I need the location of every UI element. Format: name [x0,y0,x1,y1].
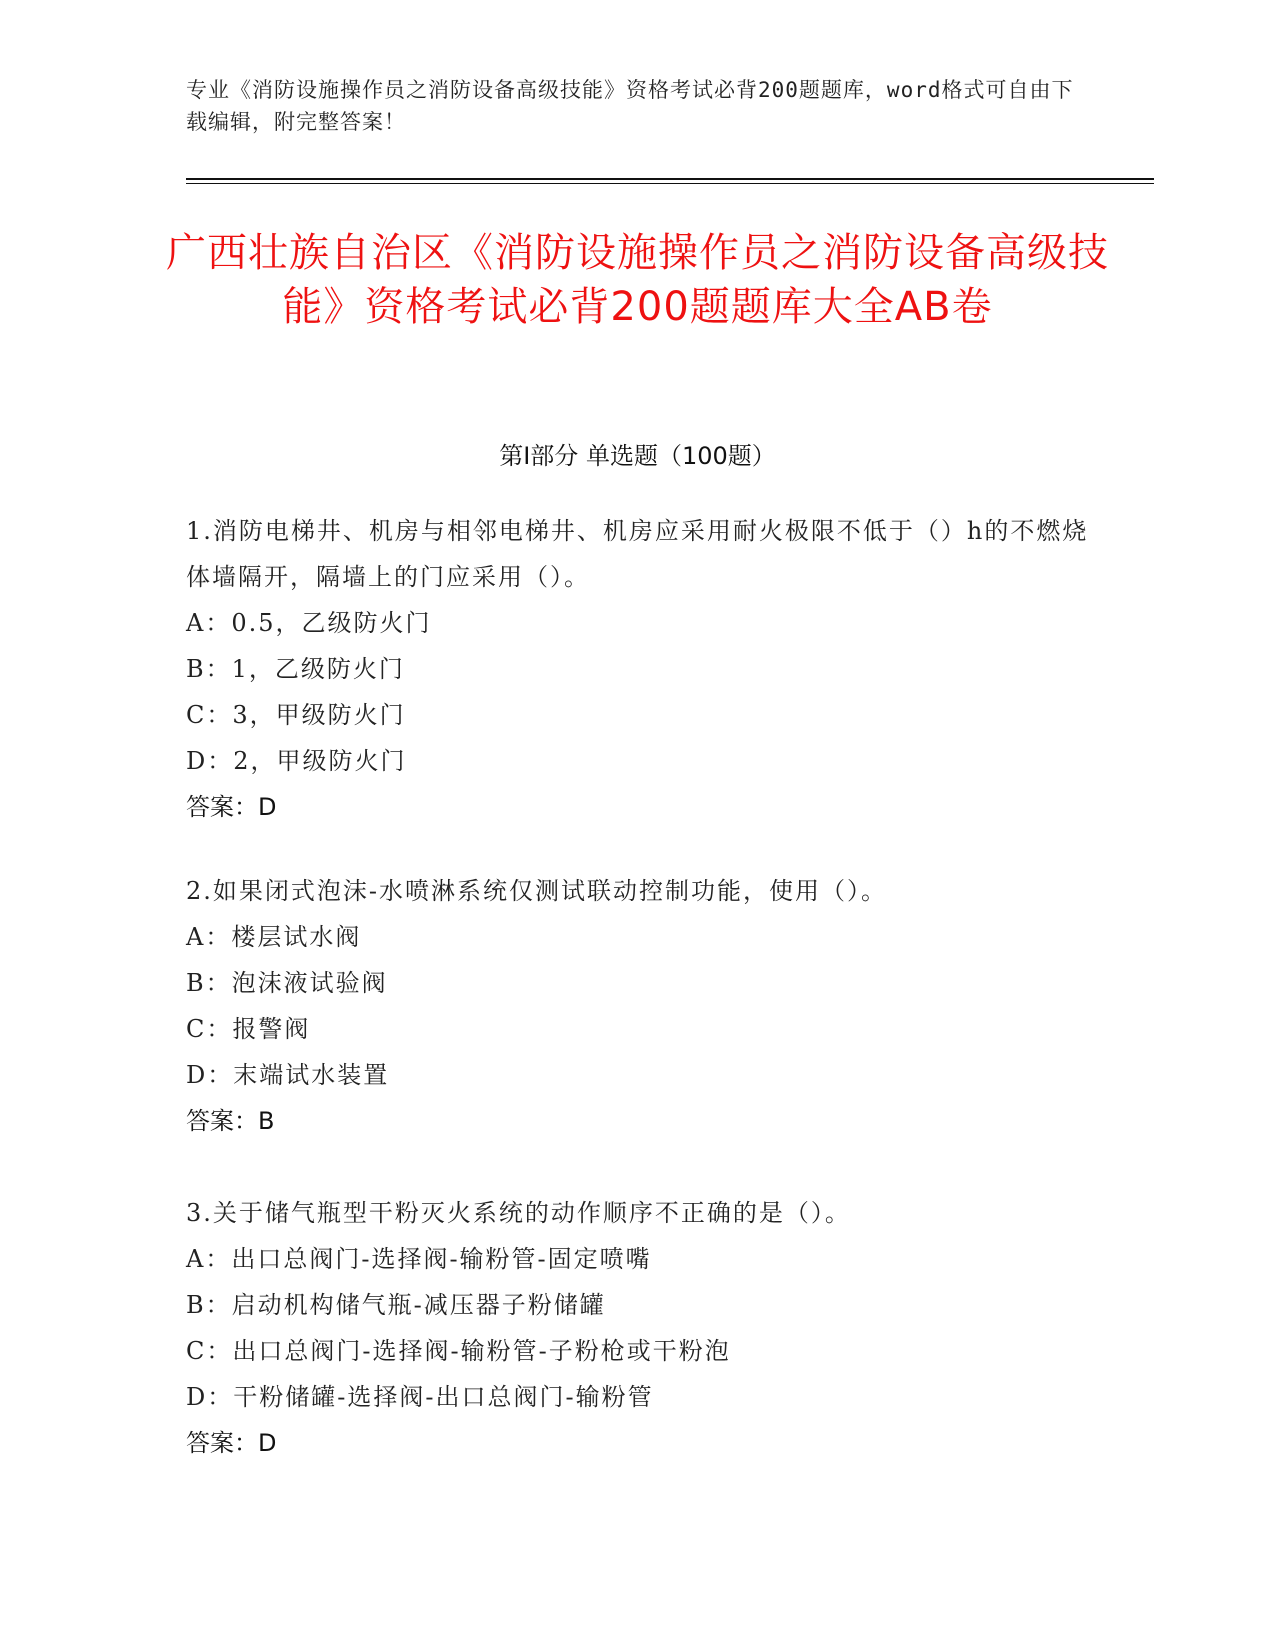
header-divider-thick [186,178,1154,180]
option-b: B：启动机构储气瓶-减压器子粉储罐 [186,1291,606,1319]
question-block [186,1190,1089,1466]
answer-line: 答案：B [186,1107,275,1135]
option-c: C：出口总阀门-选择阀-输粉管-子粉枪或干粉泡 [186,1337,731,1365]
option-b: B：1，乙级防火门 [186,655,405,683]
question-stem: 1.消防电梯井、机房与相邻电梯井、机房应采用耐火极限不低于（）h的不燃烧体墙隔开，隔墙上的门应采用（）。 [186,517,1089,591]
question-stem: 3.关于储气瓶型干粉灭火系统的动作顺序不正确的是（）。 [186,1199,851,1227]
question-block [186,508,1089,830]
answer-line: 答案：D [186,1429,277,1457]
option-d: D：末端试水装置 [186,1061,390,1089]
option-d: D：干粉储罐-选择阀-出口总阀门-输粉管 [186,1383,654,1411]
question-stem: 2.如果闭式泡沫-水喷淋系统仅测试联动控制功能，使用（）。 [186,877,888,905]
document-title: 广西壮族自治区《消防设施操作员之消防设备高级技能》资格考试必背200题题库大全AB卷 [166,230,1109,330]
section-heading: 第Ⅰ部分 单选题（100题） [499,442,776,470]
answer-line: 答案：D [186,793,277,821]
header-divider-thin [186,183,1154,184]
option-c: C：报警阀 [186,1015,311,1043]
option-d: D：2，甲级防火门 [186,747,407,775]
option-a: A：0.5，乙级防火门 [186,609,432,637]
option-a: A：楼层试水阀 [186,923,362,951]
option-b: B：泡沫液试验阀 [186,969,388,997]
option-c: C：3，甲级防火门 [186,701,406,729]
question-block [186,868,1089,1144]
header-note: 专业《消防设施操作员之消防设备高级技能》资格考试必背200题题库，word格式可自由下载编辑，附完整答案！ [186,78,1074,134]
option-a: A：出口总阀门-选择阀-输粉管-固定喷嘴 [186,1245,652,1273]
